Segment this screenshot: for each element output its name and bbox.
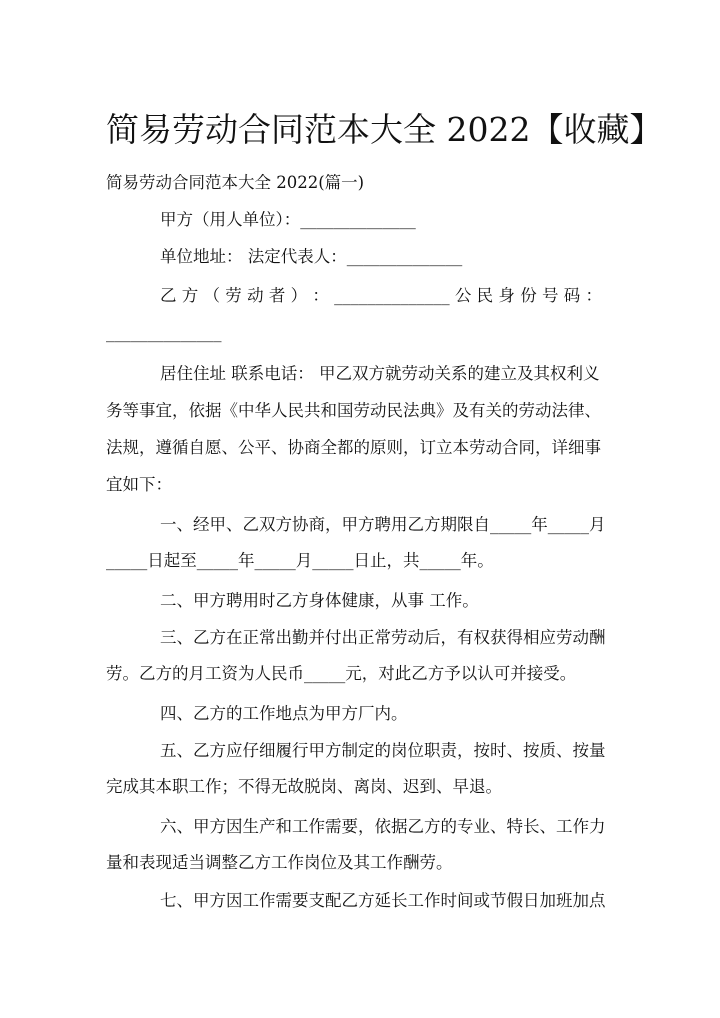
party-b-char: 动 — [247, 286, 264, 305]
clause-6-line-2: 量和表现适当调整乙方工作岗位及其工作酬劳。 — [106, 853, 453, 872]
party-b-char: 民 — [476, 286, 494, 305]
clause-6-line-1: 六、甲方因生产和工作需要，依据乙方的专业、特长、工作力 — [160, 817, 606, 836]
party-b-char: 号 — [541, 286, 559, 305]
document-title: 简易劳动合同范本大全 2022【收藏】 — [106, 110, 663, 149]
preamble-line-2: 务等事宜，依据《中华人民共和国劳动民法典》及有关的劳动法律、 — [106, 401, 601, 420]
document-subtitle: 简易劳动合同范本大全 2022(篇一) — [106, 173, 365, 192]
party-b-char: 方 — [181, 286, 199, 305]
party-b-continuation: ______________ — [106, 323, 222, 342]
clause-5-line-1: 五、乙方应仔细履行甲方制定的岗位职责，按时、按质、按量 — [160, 741, 606, 760]
party-b-char: 身 — [498, 286, 515, 305]
party-a-line: 甲方（用人单位）：______________ — [160, 210, 416, 229]
party-b-char: 公 — [454, 286, 472, 305]
clause-7-line-1: 七、甲方因工作需要支配乙方延长工作时间或节假日加班加点 — [160, 891, 606, 910]
party-b-char: （ — [203, 286, 221, 305]
address-line: 单位地址： 法定代表人：______________ — [160, 247, 463, 266]
preamble-line-4: 宜如下： — [106, 475, 172, 494]
party-b-char: ： — [312, 286, 329, 305]
party-b-char: ： — [585, 286, 602, 305]
preamble-line-1: 居住住址 联系电话： 甲乙双方就劳动关系的建立及其权利义 — [160, 364, 600, 383]
preamble-line-3: 法规，遵循自愿、公平、协商全都的原则，订立本劳动合同，详细事 — [106, 438, 601, 457]
party-b-blank: ______________ — [334, 286, 450, 305]
clause-3-line-2: 劳。乙方的月工资为人民币_____元，对此乙方予以认可并接受。 — [106, 664, 577, 683]
party-b-char: ） — [290, 286, 308, 305]
party-b-char: 劳 — [225, 286, 242, 305]
party-b-char: 码 — [563, 286, 581, 305]
party-b-char: 乙 — [160, 286, 177, 305]
clause-1-line-2: _____日起至_____年_____月_____日止，共_____年。 — [106, 551, 494, 570]
clause-3-line-1: 三、乙方在正常出勤并付出正常劳动后，有权获得相应劳动酬 — [160, 628, 606, 647]
clause-2: 二、甲方聘用时乙方身体健康，从事 工作。 — [160, 591, 479, 610]
clause-5-line-2: 完成其本职工作；不得无故脱岗、离岗、迟到、早退。 — [106, 777, 502, 796]
clause-1-line-1: 一、经甲、乙双方协商，甲方聘用乙方期限自_____年_____月 — [160, 515, 606, 534]
party-b-char: 份 — [520, 286, 537, 305]
clause-4: 四、乙方的工作地点为甲方厂内。 — [160, 704, 408, 723]
party-b-char: 者 — [268, 286, 286, 305]
party-b-line — [160, 283, 602, 309]
